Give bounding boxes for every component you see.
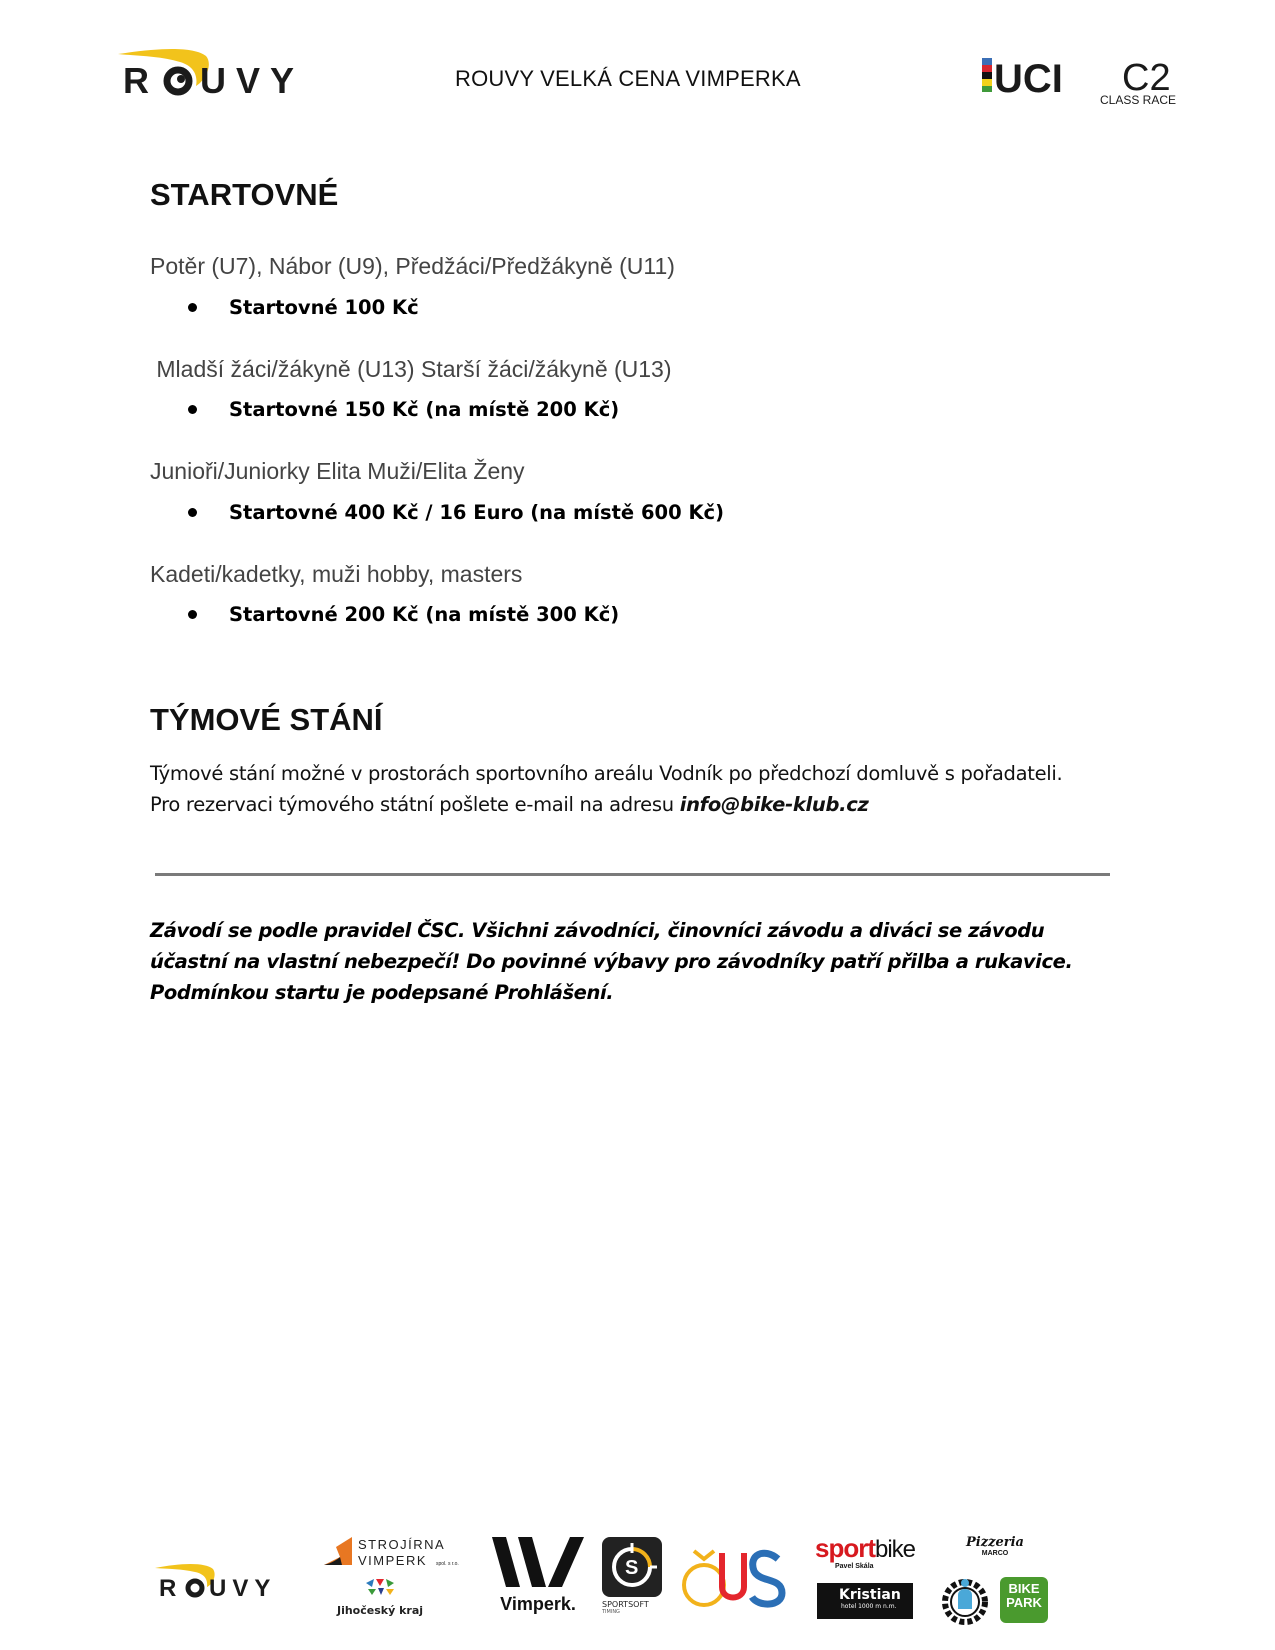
fee-item — [188, 603, 619, 626]
divider — [155, 873, 1110, 876]
category-label: Mladší žáci/žákyně (U13) Starší žáci/žákyně (U13) — [150, 356, 672, 382]
team-heading: TÝMOVÉ STÁNÍ — [150, 702, 383, 737]
fees-heading: STARTOVNÉ — [150, 177, 339, 212]
team-text: Týmové stání možné v prostorách sportovního areálu Vodník po předchozí domluvě s pořadateli. Pro rezervaci týmového státní pošlete e-mail na adresu — [150, 762, 1063, 816]
bullet-icon — [188, 610, 197, 619]
rules-paragraph: Závodí se podle pravidel ČSC. Všichni závodníci, činovníci závodu a diváci se závodu účastní na vlastní nebezpečí! Do povinné výbavy pro závodníky patří přilba a rukavice. Podmínkou startu je podepsané Prohlášení. — [150, 919, 1073, 1004]
fee-text: Startovné 100 Kč — [229, 296, 419, 319]
sportbike-black: bike — [875, 1536, 916, 1563]
svg-text:CLASS RACE: CLASS RACE — [1100, 93, 1177, 107]
sponsor-pizzeria-marco-logo — [960, 1535, 1030, 1557]
sponsor-sportbike-logo — [815, 1535, 915, 1570]
bikepark-line1: BIKE — [1008, 1581, 1040, 1596]
event-title: ROUVY VELKÁ CENA VIMPERKA — [455, 66, 801, 91]
team-paragraph — [150, 758, 1090, 820]
bullet-icon — [188, 405, 197, 414]
fee-text: Startovné 150 Kč (na místě 200 Kč) — [229, 398, 620, 421]
svg-text:UCI: UCI — [994, 57, 1063, 101]
pizzeria-sublabel: MARCO — [981, 1550, 1009, 1557]
svg-text:C2: C2 — [1122, 57, 1171, 99]
rouvy-header-logo — [118, 48, 328, 108]
category-label: Kadeti/kadetky, muži hobby, masters — [150, 561, 523, 587]
fee-text: Startovné 200 Kč (na místě 300 Kč) — [229, 603, 620, 626]
category-label: Junioři/Juniorky Elita Muži/Elita Ženy — [150, 458, 525, 484]
uci-c2-logo — [982, 56, 1182, 108]
email-link[interactable]: info@bike-klub.cz — [679, 793, 869, 816]
sponsor-rouvy-logo — [155, 1560, 295, 1610]
kristian-label: Kristian — [839, 1587, 901, 1603]
sportbike-sublabel: Pavel Skála — [835, 1563, 874, 1570]
sponsor-kristian-logo — [817, 1583, 913, 1619]
svg-text:UVY: UVY — [200, 60, 305, 101]
sponsor-vimperk-logo — [488, 1537, 588, 1615]
svg-text:STROJÍRNA: STROJÍRNA — [358, 1537, 446, 1552]
sponsor-gear-club-logo — [940, 1575, 990, 1630]
sponsor-cus-logo — [678, 1543, 793, 1618]
sponsor-strip — [150, 1525, 1080, 1635]
sponsor-bikepark-logo — [1000, 1577, 1048, 1623]
svg-text:spol. s r.o.: spol. s r.o. — [436, 1561, 459, 1567]
svg-text:S: S — [625, 1557, 639, 1579]
bullet-icon — [188, 303, 197, 312]
sponsor-jihocesky-kraj-logo — [330, 1577, 430, 1617]
fee-text: Startovné 400 Kč / 16 Euro (na místě 600 Kč) — [229, 501, 725, 524]
fee-item — [188, 296, 419, 319]
sportsoft-sublabel: TIMING — [602, 1609, 620, 1615]
svg-text:R: R — [159, 1575, 183, 1602]
svg-text:UVY: UVY — [209, 1575, 277, 1602]
bullet-icon — [188, 508, 197, 517]
category-label: Potěr (U7), Nábor (U9), Předžáci/Předžákyně (U11) — [150, 253, 675, 279]
fee-item — [188, 398, 619, 421]
sponsor-sportsoft-logo — [602, 1537, 666, 1615]
sponsor-strojirna-logo — [322, 1535, 462, 1576]
svg-text:VIMPERK: VIMPERK — [358, 1553, 428, 1568]
vimperk-label: Vimperk. — [500, 1594, 576, 1614]
sportsoft-label: SPORTSOFT — [602, 1600, 649, 1609]
pizzeria-label: Pizzeria — [966, 1535, 1024, 1550]
jihocesky-label: Jihočeský kraj — [336, 1604, 424, 1617]
bikepark-line2: PARK — [1006, 1595, 1042, 1610]
sportbike-red: sport — [815, 1533, 875, 1563]
svg-text:R: R — [123, 60, 159, 101]
kristian-sublabel: hotel 1000 m n.m. — [841, 1603, 897, 1610]
fee-item — [188, 501, 724, 524]
